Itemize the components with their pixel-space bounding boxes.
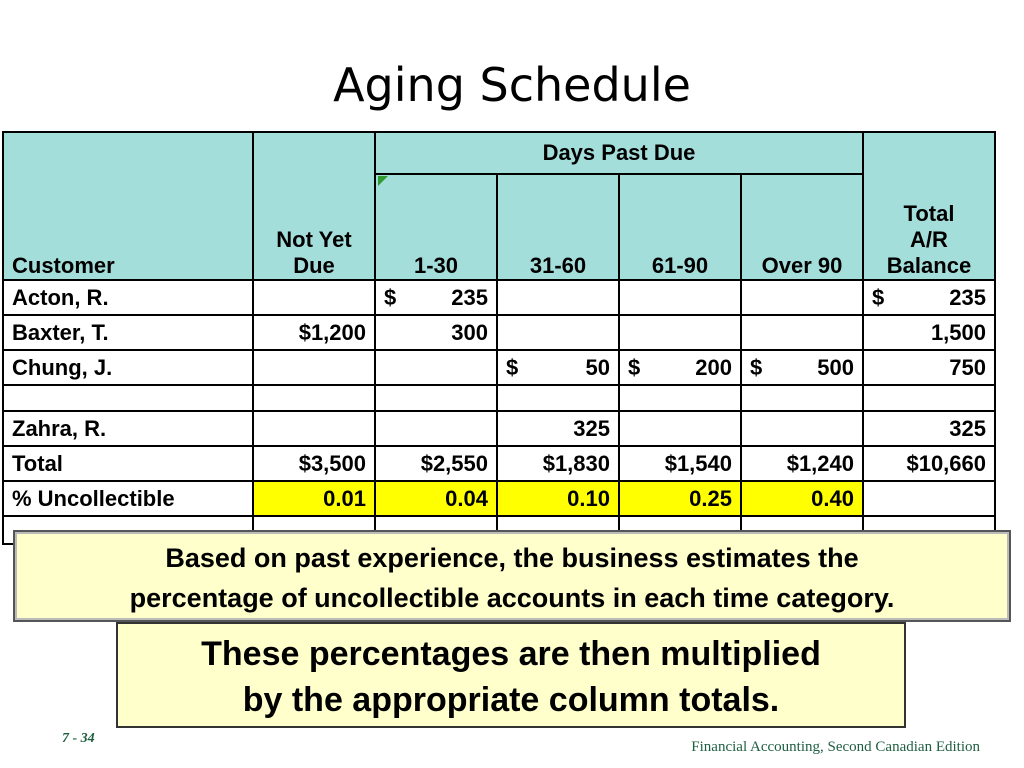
total-value: 325: [863, 411, 995, 446]
slide-number: 7 - 34: [62, 731, 95, 746]
pct-1-30: 0.04: [375, 481, 497, 516]
over-90-value: [741, 280, 863, 315]
customer-name: Baxter, T.: [3, 315, 253, 350]
over-90-value: [741, 411, 863, 446]
table-row: [3, 315, 995, 350]
omitted-rows-separator: [3, 385, 995, 411]
d61-90-value: [619, 280, 741, 315]
customer-name: Zahra, R.: [3, 411, 253, 446]
total-label: Total: [3, 446, 253, 481]
over-90-value: [741, 315, 863, 350]
callout-multiply-note: These percentages are then multiplied by the appropriate column totals.: [116, 622, 906, 728]
header-not-yet-due: Not Yet Due: [253, 132, 375, 280]
d1-30-value: [375, 411, 497, 446]
header-31-60: 31-60: [497, 174, 619, 280]
cell-comment-indicator: [378, 176, 388, 186]
header-customer: Customer: [3, 132, 253, 280]
aging-schedule-table: [2, 131, 996, 545]
total-ar-balance: $10,660: [863, 446, 995, 481]
customer-name: Chung, J.: [3, 350, 253, 385]
d1-30-value: 300: [375, 315, 497, 350]
not-yet-due-value: [253, 280, 375, 315]
callout-estimate-note: Based on past experience, the business estimates the percentage of uncollectible accounts in each time category.: [13, 530, 1011, 622]
header-days-past-due: Days Past Due: [375, 132, 863, 174]
total-row: [3, 446, 995, 481]
d61-90-value: [619, 315, 741, 350]
d31-60-value: [497, 280, 619, 315]
not-yet-due-value: $1,200: [253, 315, 375, 350]
header-1-30: 1-30: [375, 174, 497, 280]
not-yet-due-value: [253, 411, 375, 446]
total-61-90: $1,540: [619, 446, 741, 481]
header-61-90: 61-90: [619, 174, 741, 280]
d31-60-value: $ 50: [497, 350, 619, 385]
header-over-90: Over 90: [741, 174, 863, 280]
pct-over-90: 0.40: [741, 481, 863, 516]
pct-uncollectible-row: [3, 481, 995, 516]
d61-90-value: $ 200: [619, 350, 741, 385]
total-value: 1,500: [863, 315, 995, 350]
not-yet-due-value: [253, 350, 375, 385]
slide-title: Aging Schedule: [333, 58, 691, 112]
customer-name: Acton, R.: [3, 280, 253, 315]
total-31-60: $1,830: [497, 446, 619, 481]
pct-61-90: 0.25: [619, 481, 741, 516]
table-row: [3, 350, 995, 385]
total-value: 750: [863, 350, 995, 385]
d61-90-value: [619, 411, 741, 446]
table-row: [3, 280, 995, 315]
pct-total: [863, 481, 995, 516]
d1-30-value: $ 235: [375, 280, 497, 315]
total-value: $ 235: [863, 280, 995, 315]
total-1-30: $2,550: [375, 446, 497, 481]
d31-60-value: 325: [497, 411, 619, 446]
pct-31-60: 0.10: [497, 481, 619, 516]
d31-60-value: [497, 315, 619, 350]
total-over-90: $1,240: [741, 446, 863, 481]
over-90-value: $ 500: [741, 350, 863, 385]
footer-text: Financial Accounting, Second Canadian Edition: [691, 739, 980, 755]
d1-30-value: [375, 350, 497, 385]
total-not-yet-due: $3,500: [253, 446, 375, 481]
header-total-ar-balance: Total A/R Balance: [863, 132, 995, 280]
pct-label: % Uncollectible: [3, 481, 253, 516]
table-row: [3, 411, 995, 446]
pct-not-yet-due: 0.01: [253, 481, 375, 516]
